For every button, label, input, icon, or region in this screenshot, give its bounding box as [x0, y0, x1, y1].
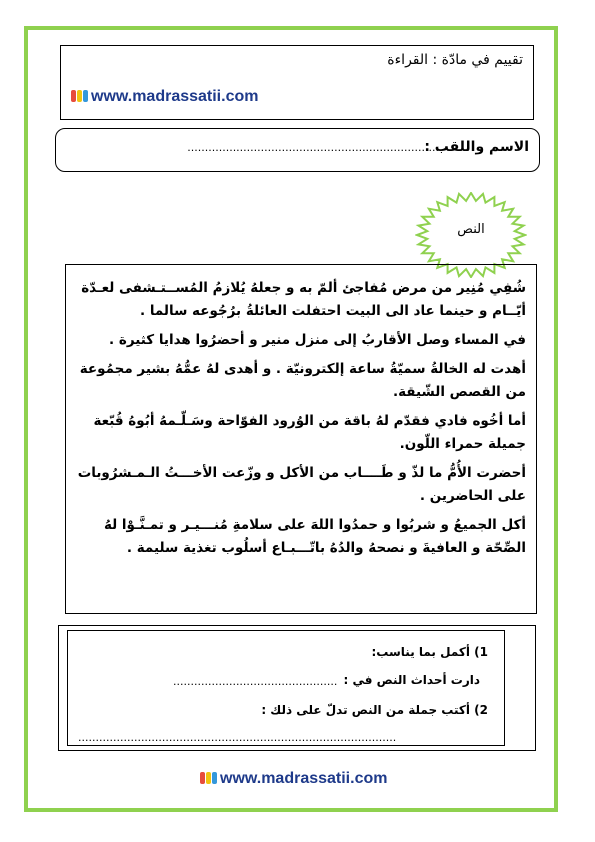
- header-box: [60, 45, 534, 120]
- paragraph: أهدت له الخالةُ سميّةُ ساعة إلكترونيّة . و أهدى لهُ عمُّهُ بشير مجمُوعة من القصص الشّيقة.: [79, 361, 526, 400]
- text-badge-label: النص: [457, 222, 485, 237]
- question-1-number: 1): [474, 645, 488, 659]
- paragraph: أحضرت الأُمُّ ما لذّ و طَــــاب من الأكل و وزّعت الأخـــتُ الـمـشرُوبات على الحاضرين .: [77, 465, 526, 504]
- watermark-top: [71, 88, 258, 106]
- name-label: الاسم واللقب :: [424, 139, 529, 155]
- question-1-answer-dots[interactable]: ...............................................: [173, 675, 338, 688]
- question-1: [371, 645, 488, 659]
- question-2: [261, 703, 488, 717]
- name-dots: ........................................................................: [187, 141, 439, 154]
- site-logo-icon: [200, 772, 218, 784]
- question-2-text: أكتب جملة من النص تدلّ على ذلك :: [261, 703, 470, 717]
- question-1-sentence: دارت أحداث النص في :: [343, 673, 480, 687]
- reading-text-box: [65, 264, 537, 614]
- question-2-answer-dots[interactable]: ...........................................................................................: [78, 731, 397, 744]
- paragraph: شُفِي مُنِير من مرض مُفاجئ ألمّ به و جعلهُ يُلازمُ المُســتـشفى لعـدّة أيّــام و حينما عاد الى البيت احتفلت العائلةُ برُجُوعه سالما .: [81, 280, 526, 319]
- paragraph: أما أخُوه فادي فقدّم لهُ باقة من الوُرود الفوّاحة وسَـلّـمهُ أبُوهُ قُبّعة جميلة حمراء اللّون.: [93, 413, 526, 452]
- watermark-bottom: [200, 770, 387, 788]
- question-1-text: أكمل بما يناسب:: [371, 645, 470, 659]
- watermark-bottom-text: www.madrassatii.com: [220, 770, 388, 787]
- site-logo-icon: [71, 90, 89, 102]
- assessment-title: تقييم في مادّة : القراءة: [387, 52, 523, 68]
- questions-inner-box: [67, 630, 505, 746]
- watermark-top-text: www.madrassatii.com: [91, 88, 259, 105]
- name-field-box: [55, 128, 540, 172]
- question-2-number: 2): [474, 703, 488, 717]
- questions-box: [58, 625, 536, 751]
- paragraph: في المساء وصل الأقاربُ إلى منزل منير و أحضرُوا هدايا كثيرة .: [109, 332, 526, 348]
- paragraph: أكل الجميعُ و شربُوا و حمدُوا اللهَ على سلامةِ مُنـــيـر و تمـنَّـوْا لهُ الصِّحّة و العافيةَ و نصحهُ والدُهُ باتّـــبـاع أسلُوب تغذية سليمة .: [103, 517, 526, 556]
